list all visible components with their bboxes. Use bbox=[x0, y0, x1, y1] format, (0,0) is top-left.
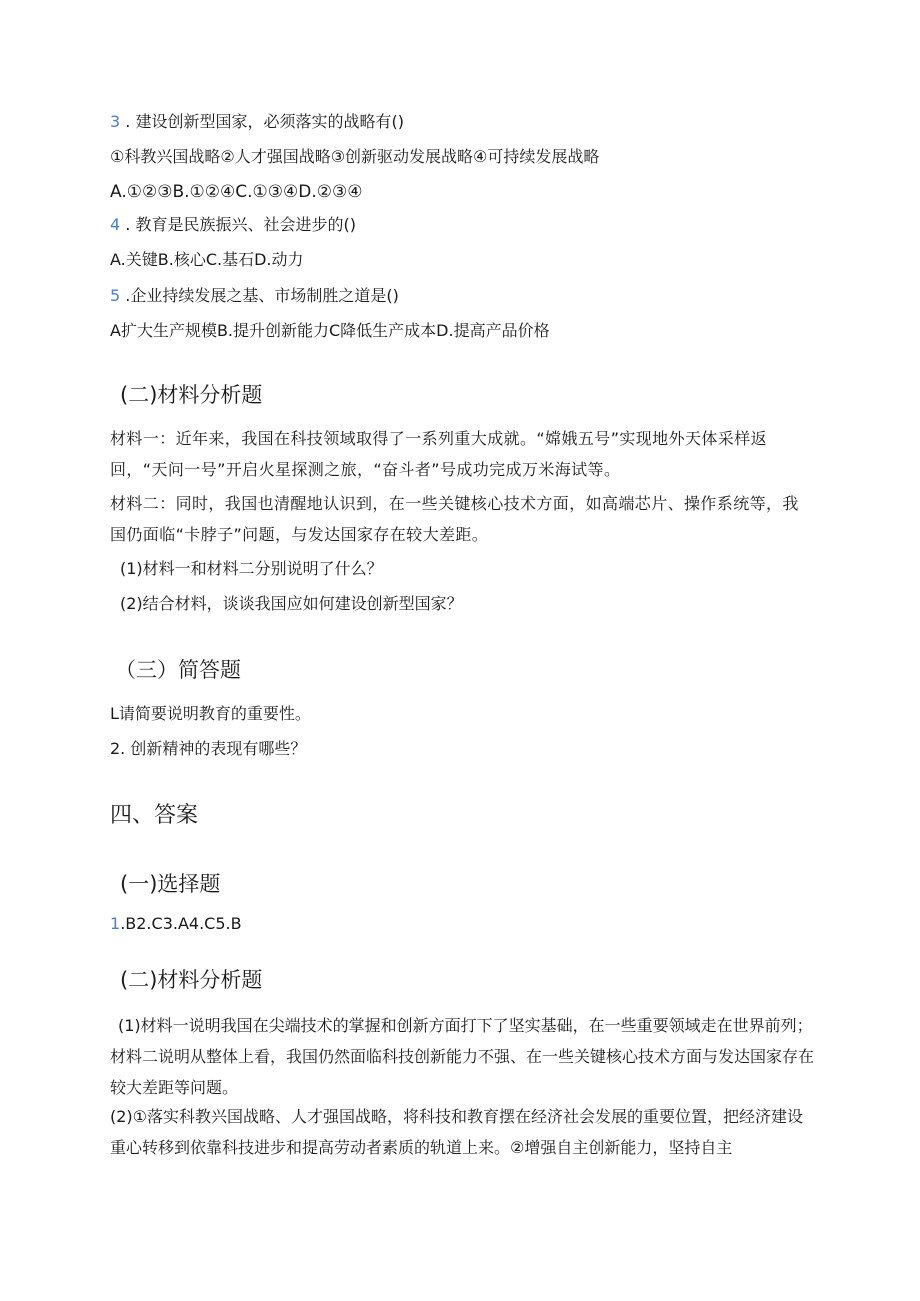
answers-choice-title: (一)选择题 bbox=[120, 872, 221, 896]
question-3 bbox=[110, 111, 404, 133]
answers-material-title: (二)材料分析题 bbox=[120, 968, 263, 992]
short-question-1: L请简要说明教育的重要性。 bbox=[110, 704, 311, 723]
material-two: 材料二：同时，我国也清醒地认识到，在一些关键核心技术方面，如高端芯片、操作系统等，我国仍面临“卡脖子”问题，与发达国家存在较大差距。 bbox=[110, 494, 799, 544]
question-5-options: A扩大生产规模B.提升创新能力C降低生产成本D.提高产品价格 bbox=[110, 321, 550, 340]
material-one: 材料一：近年来，我国在科技领域取得了一系列重大成就。“嫦娥五号”实现地外天体采样返回，“天问一号”开启火星探测之旅，“奋斗者”号成功完成万米海试等。 bbox=[110, 429, 767, 479]
material-question-2: (2)结合材料，谈谈我国应如何建设创新型国家？ bbox=[120, 594, 463, 613]
question-4 bbox=[110, 214, 356, 236]
question-3-text: . 建设创新型国家，必须落实的战略有() bbox=[120, 112, 404, 131]
question-3-options: A.①②③B.①②④C.①③④D.②③④ bbox=[110, 182, 363, 202]
answer-material-2: (2)①落实科教兴国战略、人才强国战略，将科技和教育摆在经济社会发展的重要位置，把经济建设重心转移到依靠科技进步和提高劳动者素质的轨道上来。②增强自主创新能力，坚持自主 bbox=[110, 1107, 804, 1157]
question-5-text: .企业持续发展之基、市场制胜之道是() bbox=[120, 286, 399, 305]
material-section-title: (二)材料分析题 bbox=[120, 383, 263, 407]
question-5-number: 5 bbox=[110, 286, 121, 305]
question-4-options: A.关键B.核心C.基石D.动力 bbox=[110, 250, 304, 269]
question-3-number: 3 bbox=[110, 112, 121, 131]
answers-title: 四、答案 bbox=[110, 803, 199, 828]
question-3-items: ①科教兴国战略②人才强国战略③创新驱动发展战略④可持续发展战略 bbox=[110, 147, 600, 166]
question-5 bbox=[110, 285, 399, 307]
answer-material-1: (1)材料一说明我国在尖端技术的掌握和创新方面打下了坚实基础，在一些重要领域走在世界前列；材料二说明从整体上看，我国仍然面临科技创新能力不强、在一些关键核心技术方面与发达国家存在较大差距等问题。 bbox=[110, 1016, 815, 1097]
answers-choice bbox=[110, 913, 242, 935]
question-4-number: 4 bbox=[110, 215, 121, 234]
material-question-1: (1)材料一和材料二分别说明了什么？ bbox=[120, 559, 383, 578]
short-answer-section-title: （三）简答题 bbox=[115, 658, 241, 682]
answers-choice-text: .B2.C3.A4.C5.B bbox=[120, 914, 242, 933]
short-question-2: 2. 创新精神的表现有哪些？ bbox=[110, 739, 307, 758]
answers-choice-number: 1 bbox=[110, 914, 121, 933]
question-4-text: . 教育是民族振兴、社会进步的() bbox=[120, 215, 356, 234]
